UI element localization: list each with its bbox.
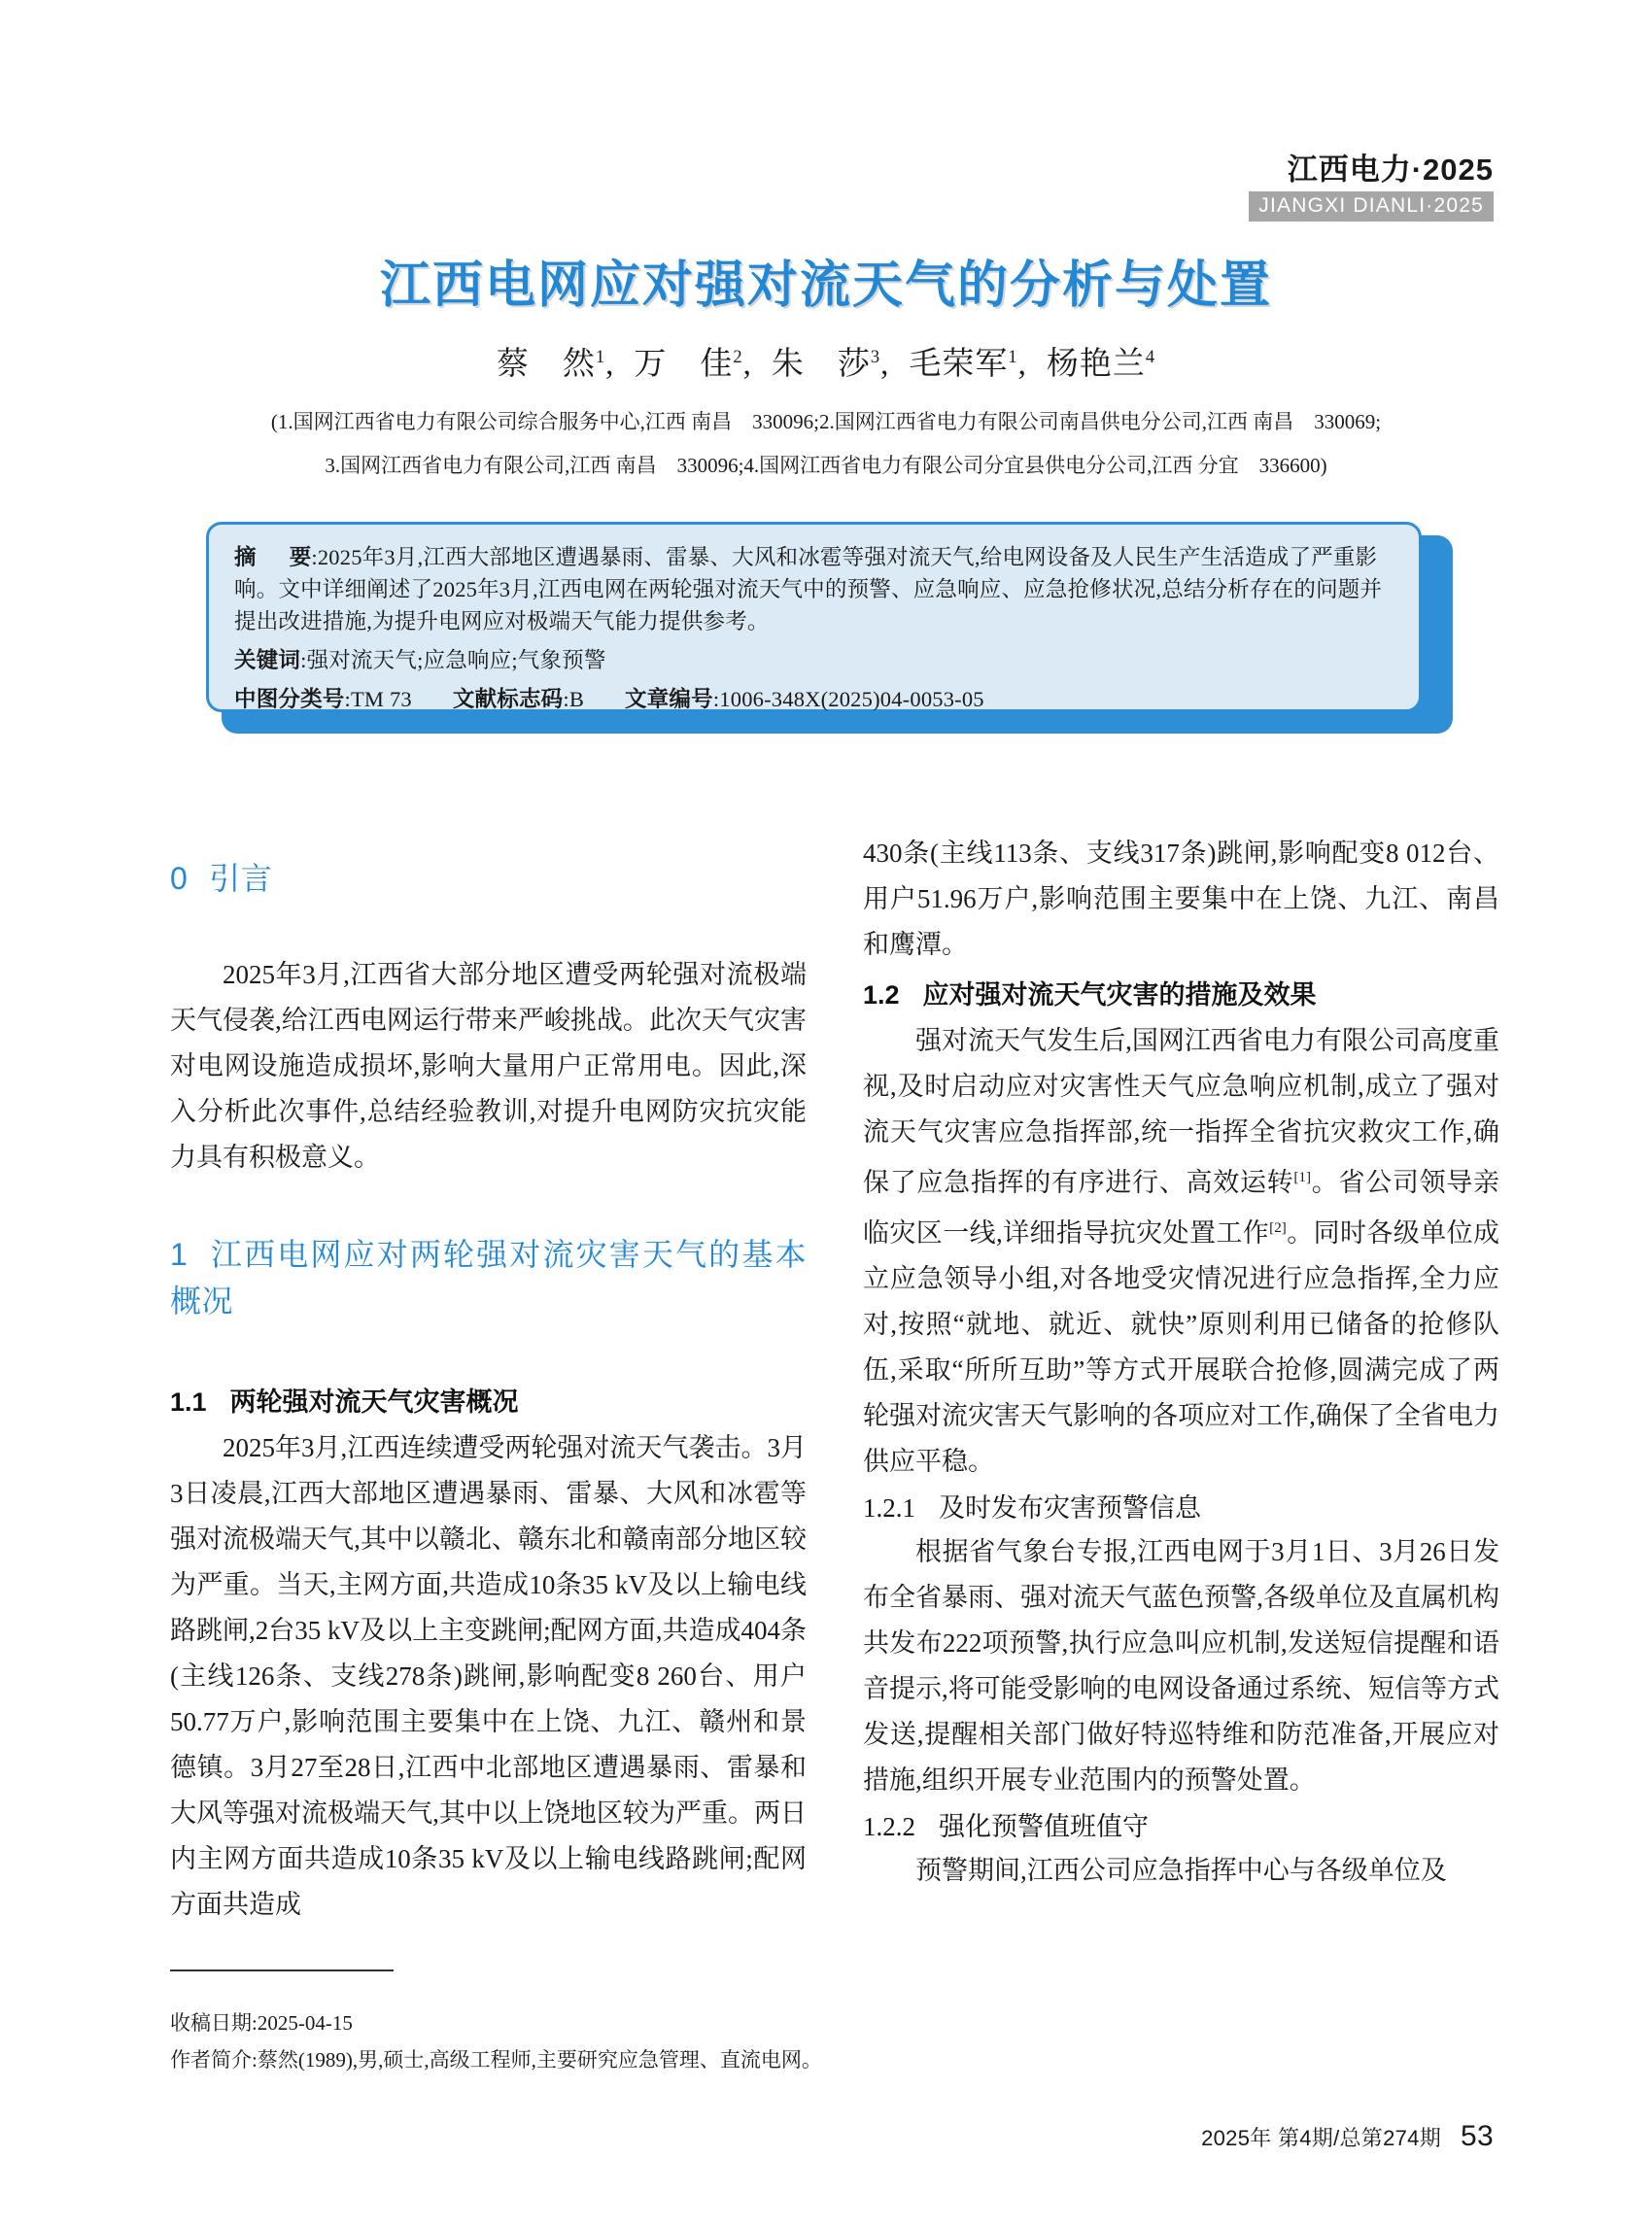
section-number: 1 [170,1237,189,1272]
received-date-line: 收稿日期:2025-04-15 [170,2011,353,2035]
paragraph-measures-part-c: 。同时各级单位成立应急领导小组,对各地受灾情况进行应急指挥,全力应对,按照“就地、就近、就快”原则利用已储备的抢修队伍,采取“所所互助”等方式开展联合抢修,圆满完成了两轮强对流灾害天气影响的各项应对工作,确保了全省电力供应平稳。 [863,1218,1500,1476]
subsubsection-title: 及时发布灾害预警信息 [939,1493,1201,1523]
subsection-number: 1.2 [863,980,900,1010]
author-name: 杨艳兰 [1046,347,1146,382]
author-name: 毛荣军 [909,347,1009,382]
subsubsection-heading-1-2-2 [863,1805,1499,1848]
masthead-english-title: JIANGXI DIANLI·2025 [1249,191,1494,222]
abstract-text-block: 摘 要:2025年3月,江西大部地区遭遇暴雨、雷暴、大风和冰雹等强对流天气,给电网设备及人民生产生活造成了严重影响。文中详细阐述了2025年3月,江西电网在两轮强对流天气中的预警、应急响应、应急抢修状况,总结分析存在的问题并提出改进措施,为提升电网应对极端天气能力提供参考。 [234,545,1383,634]
author-bio-value: 蔡然(1989),男,硕士,高级工程师,主要研究应急管理、直流电网。 [257,2048,822,2072]
section-heading-1 [170,1231,807,1324]
author-name: 蔡 然 [496,347,596,382]
article-id-value: 1006-348X(2025)04-0053-05 [719,687,984,711]
abstract-panel [206,522,1453,734]
author-bio-line: 作者简介:蔡然(1989),男,硕士,高级工程师,主要研究应急管理、直流电网。 [170,2048,822,2072]
paragraph-measures-and-effects [863,1018,1499,1485]
classification-block: 中图分类号:TM 73 文献标志码:B 文章编号:1006-348X(2025)04-0053-05 [234,687,984,711]
body-column-left [170,855,807,1928]
section-title: 江西电网应对两轮强对流灾害天气的基本概况 [170,1237,807,1318]
author-list: 蔡 然$^1$, 万 佳$^2$, 朱 莎$^3$, 毛荣军$^1$, 杨艳兰$^4$ [496,347,1156,382]
section-number: 0 [170,861,189,896]
abstract-label-2: 要 [289,545,312,569]
author-name: 朱 莎 [771,347,871,382]
received-date-value: 2025-04-15 [257,2011,353,2035]
page-title: 江西电网应对强对流天气的分析与处置 [379,257,1272,314]
document-code-label: 文献标志码 [452,687,564,711]
issue-info: 2025年 第4期/总第274期 [1201,2126,1442,2150]
keywords-value: 强对流天气;应急响应;气象预警 [306,648,606,672]
body-column-right [863,831,1499,1894]
paragraph-measures-part-a: 强对流天气发生后,国网江西省电力有限公司高度重视,及时启动应对灾害性天气应急响应机制,成立了强对流天气灾害应急指挥部,统一指挥全省抗灾救灾工作,确保了应急指挥的有序进行、高效运转 [863,1026,1499,1197]
subsection-title: 两轮强对流天气灾害概况 [229,1387,519,1417]
page-number: 53 [1461,2120,1494,2152]
subsection-number: 1.1 [170,1387,207,1417]
subsubsection-number: 1.2.2 [863,1812,915,1841]
affiliation-line-2: 3.国网江西省电力有限公司,江西 南昌 330096;4.国网江西省电力有限公司分宜县供电分公司,江西 分宜 336600) [325,454,1327,477]
subsection-heading-1-2 [863,974,1499,1016]
subsection-heading-1-1 [170,1381,807,1423]
keywords-block: 关键词:强对流天气;应急响应;气象预警 [234,648,606,672]
abstract-label: 摘 [234,545,257,569]
section-heading-0 [170,855,807,902]
section-title: 引言 [209,861,273,896]
paragraph-duty-watch: 预警期间,江西公司应急指挥中心与各级单位及 [915,1856,1447,1885]
received-date-label: 收稿日期 [170,2011,252,2035]
subsubsection-heading-1-2-1 [863,1487,1499,1529]
footnote-block [170,2004,1336,2078]
affiliation-line-1: (1.国网江西省电力有限公司综合服务中心,江西 南昌 330096;2.国网江西省电力有限公司南昌供电分公司,江西 南昌 330069; [270,410,1382,433]
subsubsection-number: 1.2.1 [863,1493,915,1523]
masthead [1249,154,1494,222]
abstract-panel-body [206,522,1422,712]
paragraph-introduction: 2025年3月,江西省大部分地区遭受两轮强对流极端天气侵袭,给江西电网运行带来严峻挑战。此次天气灾害对电网设施造成损坏,影响大量用户正常用电。因此,深入分析此次事件,总结经验教训,对提升电网防灾抗灾能力具有积极意义。 [170,960,807,1172]
paragraph-disaster-overview-continued: 430条(主线113条、支线317条)跳闸,影响配变8 012台、用户51.96万户,影响范围主要集中在上饶、九江、南昌和鹰潭。 [863,839,1499,959]
paragraph-warning-release: 根据省气象台专报,江西电网于3月1日、3月26日发布全省暴雨、强对流天气蓝色预警,各级单位及直属机构共发布222项预警,执行应急叫应机制,发送短信提醒和语音提示,将可能受影响的电网设备通过系统、短信等方式发送,提醒相关部门做好特巡特维和防范准备,开展应对措施,组织开展专业范围内的预警处置。 [863,1537,1499,1795]
keywords-label: 关键词 [234,648,301,672]
masthead-chinese-title: 江西电力·2025 [1287,153,1494,187]
subsubsection-title: 强化预警值班值守 [939,1812,1149,1841]
abstract-text: 2025年3月,江西大部地区遭遇暴雨、雷暴、大风和冰雹等强对流天气,给电网设备及人民生产生活造成了严重影响。文中详细阐述了2025年3月,江西电网在两轮强对流天气中的预警、应急响应、应急抢修状况,总结分析存在的问题并提出改进措施,为提升电网应对极端天气能力提供参考。 [234,545,1383,634]
paragraph-disaster-overview: 2025年3月,江西连续遭受两轮强对流天气袭击。3月3日凌晨,江西大部地区遭遇暴雨、雷暴、大风和冰雹等强对流极端天气,其中以赣北、赣东北和赣南部分地区较为严重。当天,主网方面,共造成10条35 kV及以上输电线路跳闸,2台35 kV及以上主变跳闸;配网方面,共造成404条(主线126条、支线278条)跳闸,影响配变8 260台、用户50.77万户,影响范围主要集中在上饶、九江、赣州和景德镇。3月27至28日,江西中北部地区遭遇暴雨、雷暴和大风等强对流极端天气,其中以上饶地区较为严重。两日内主网方面共造成10条35 kV及以上输电线路跳闸;配网方面共造成 [170,1433,807,1919]
citation-reference-2: [2] [1269,1220,1287,1236]
article-id-label: 文章编号 [625,687,713,711]
author-bio-label: 作者简介 [170,2048,252,2072]
page-footer [1201,2120,1494,2153]
citation-reference-1: [1] [1293,1170,1312,1185]
author-affiliation-marker: 3 [870,347,881,366]
clc-label: 中图分类号 [234,687,345,711]
author-affiliation-marker: 2 [733,347,743,366]
author-affiliation-marker: 4 [1145,347,1156,366]
author-name: 万 佳 [634,347,734,382]
paragraph-measures-part-b: 。省公司领导亲临灾区一线,详细指导抗灾处置工作 [863,1168,1499,1248]
document-code-value: B [568,687,585,711]
clc-value: TM 73 [350,687,412,711]
subsection-title: 应对强对流天气灾害的措施及效果 [922,980,1317,1010]
author-affiliation-marker: 1 [1008,347,1018,366]
footnote-divider [170,1969,394,1971]
author-affiliation-marker: 1 [595,347,606,366]
